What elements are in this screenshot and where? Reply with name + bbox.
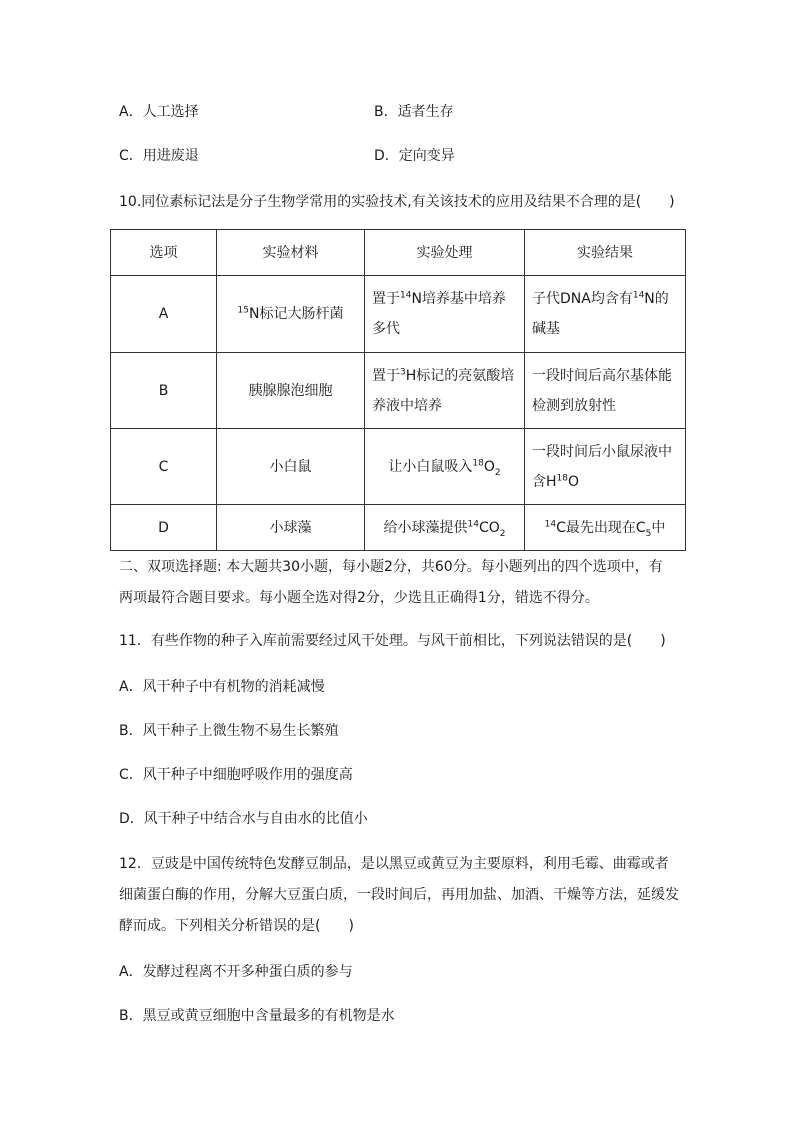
q11-option-c: C．风干种子中细胞呼吸作用的强度高 xyxy=(119,767,353,783)
q12-stem-line3: 酵而成。下列相关分析错误的是( ) xyxy=(119,918,354,934)
row-c-treatment: 让小白鼠吸入$^{18}O_2$ xyxy=(365,429,525,505)
q9-option-c: C．用进废退 xyxy=(119,148,199,164)
row-b-option: B xyxy=(111,353,217,429)
header-option: 选项 xyxy=(111,230,217,276)
table-row xyxy=(111,429,686,505)
header-treatment: 实验处理 xyxy=(365,230,525,276)
q9-option-d: D．定向变异 xyxy=(374,148,455,164)
row-d-material: 小球藻 xyxy=(217,505,365,551)
q11-stem: 11．有些作物的种子入库前需要经过风干处理。与风干前相比，下列说法错误的是( ) xyxy=(119,633,666,649)
table-row xyxy=(111,276,686,353)
q11-option-d: D．风干种子中结合水与自由水的比值小 xyxy=(119,811,368,827)
row-d-treatment: 给小球藻提供$^{14}CO_2$ xyxy=(365,505,525,551)
q12-stem-line1: 12．豆豉是中国传统特色发酵豆制品，是以黑豆或黄豆为主要原料，利用毛霉、曲霉或者 xyxy=(119,856,669,872)
table-row xyxy=(111,353,686,429)
q9-option-a: A．人工选择 xyxy=(119,104,199,120)
row-c-result: 一段时间后小鼠尿液中含$H^{18}O$ xyxy=(525,429,686,505)
header-material: 实验材料 xyxy=(217,230,365,276)
section-2-instructions-line1: 二、双项选择题: 本大题共30小题，每小题2分，共60分。每小题列出的四个选项中，有 xyxy=(119,559,663,575)
row-b-result: 一段时间后高尔基体能检测到放射性 xyxy=(525,353,686,429)
row-d-result: $^{14}$C最先出现在$C_5$中 xyxy=(525,505,686,551)
table-row xyxy=(111,505,686,551)
q12-option-a: A．发酵过程离不开多种蛋白质的参与 xyxy=(119,964,353,980)
row-d-option: D xyxy=(111,505,217,551)
q10-stem: 10.同位素标记法是分子生物学常用的实验技术,有关该技术的应用及结果不合理的是( ) xyxy=(119,194,675,210)
row-b-treatment: 置于$^3$H标记的亮氨酸培养液中培养 xyxy=(365,353,525,429)
row-c-material: 小白鼠 xyxy=(217,429,365,505)
q11-option-a: A．风干种子中有机物的消耗减慢 xyxy=(119,679,325,695)
table-header-row xyxy=(111,230,686,276)
row-a-result: 子代DNA均含有$^{14}$N的碱基 xyxy=(525,276,686,353)
row-a-treatment: 置于$^{14}$N培养基中培养多代 xyxy=(365,276,525,353)
q11-option-b: B．风干种子上微生物不易生长繁殖 xyxy=(119,723,339,739)
experiment-table xyxy=(110,229,686,551)
q9-option-b: B．适者生存 xyxy=(374,104,454,120)
q12-stem-line2: 细菌蛋白酶的作用，分解大豆蛋白质，一段时间后，再用加盐、加酒、干燥等方法，延缓发 xyxy=(119,887,679,903)
row-c-option: C xyxy=(111,429,217,505)
section-2-instructions-line2: 两项最符合题目要求。每小题全选对得2分，少选且正确得1分，错选不得分。 xyxy=(119,590,599,606)
q12-option-b: B．黑豆或黄豆细胞中含量最多的有机物是水 xyxy=(119,1008,395,1024)
row-a-material: $^{15}$N标记大肠杆菌 xyxy=(217,276,365,353)
header-result: 实验结果 xyxy=(525,230,686,276)
row-a-option: A xyxy=(111,276,217,353)
row-b-material: 胰腺腺泡细胞 xyxy=(217,353,365,429)
